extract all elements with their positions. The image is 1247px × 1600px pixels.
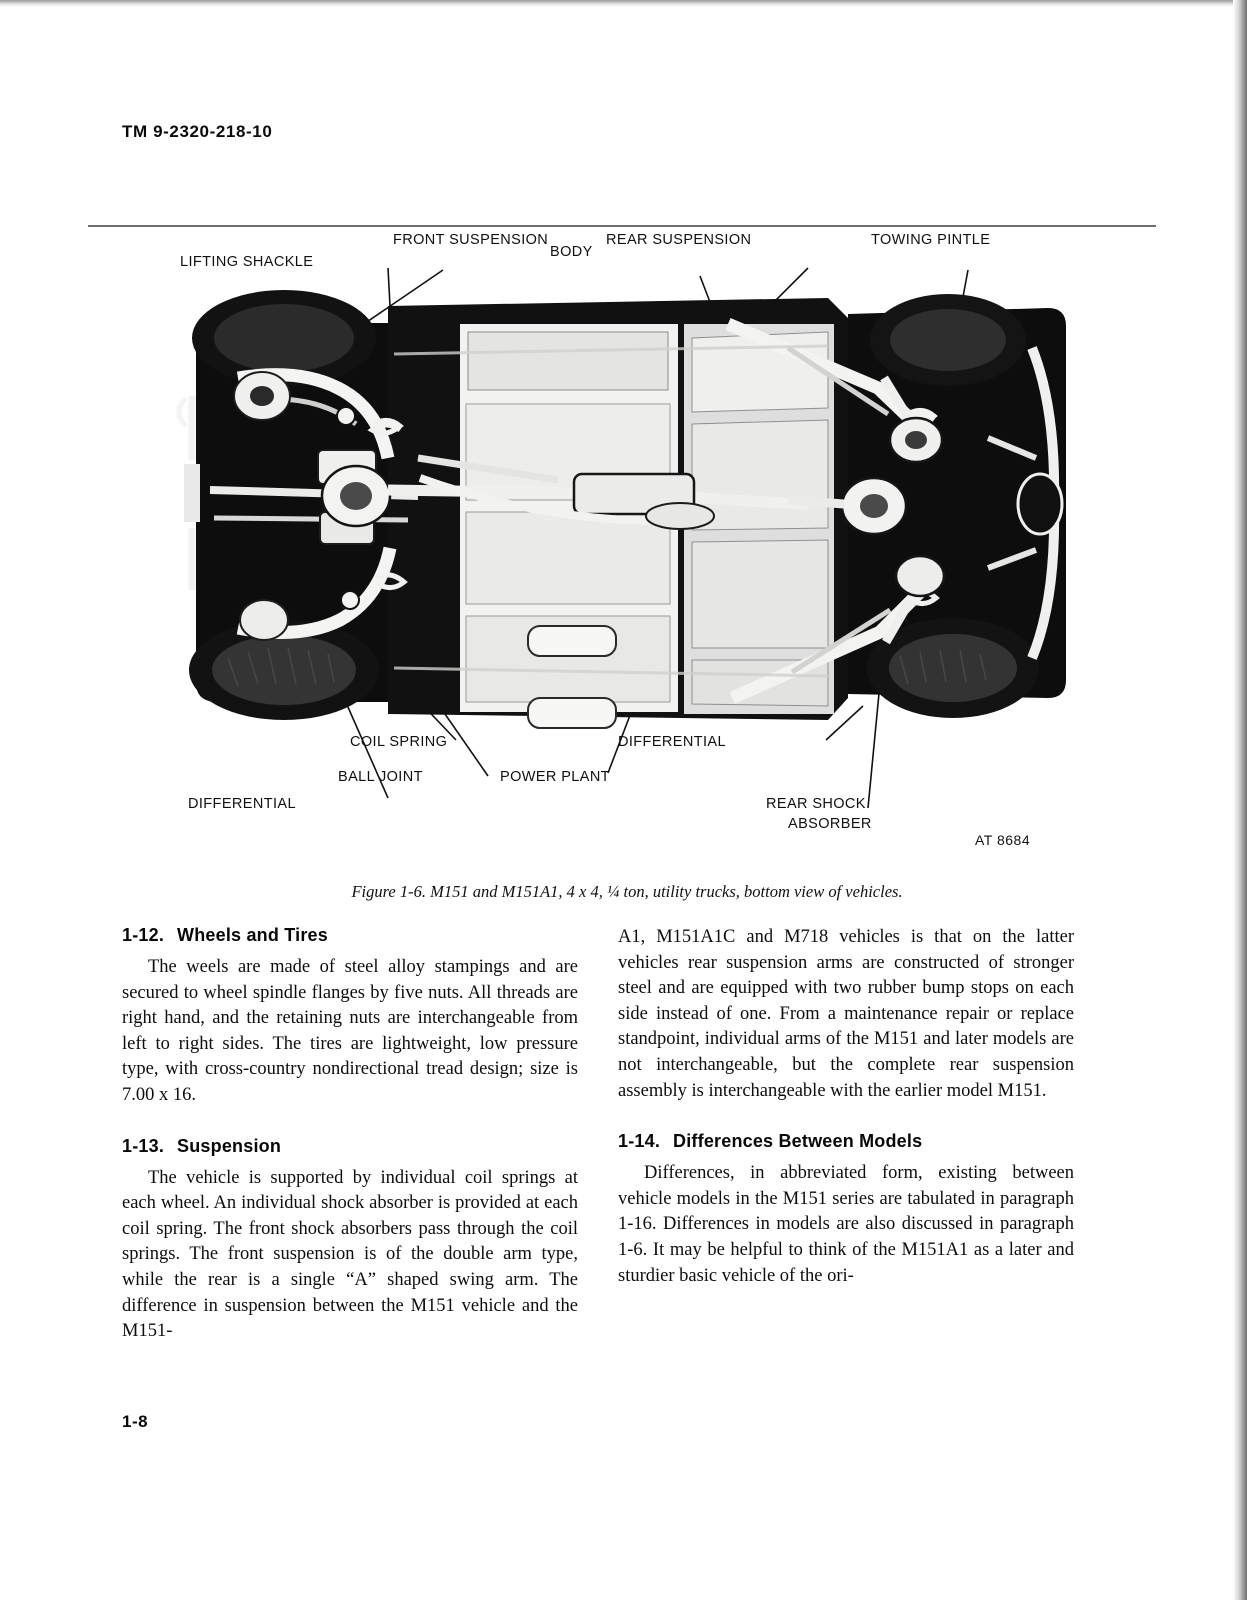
section-number: 1-12. <box>122 925 165 945</box>
label-differential-right: DIFFERENTIAL <box>618 734 726 750</box>
vehicle-photo <box>179 290 1066 728</box>
paragraph-suspension-part1: The vehicle is supported by individual coil springs at each wheel. An individual shock absorber is provided at each coil spring. The front shock absorbers pass through the coil springs. The front suspension is of the double arm type, while the rear is a single “A” shaped swing arm. The difference in suspension between the M151 vehicle and the M151- <box>122 1167 578 1342</box>
body-columns <box>122 925 1074 1395</box>
label-ball-joint: BALL JOINT <box>338 769 423 785</box>
vehicle-bottom-view-illustration <box>88 228 1158 848</box>
label-rear-shock-absorber-line2: ABSORBER <box>788 816 872 832</box>
paragraph-differences-between-models: Differences, in abbreviated form, existing between vehicle models in the M151 series are tabulated in paragraph 1-16. Differences in models are also discussed in paragraph 1-6. It may be helpful to think of the M151A1 as a later and sturdier basic vehicle of the ori- <box>618 1163 1074 1286</box>
section-title: Differences Between Models <box>673 1131 923 1152</box>
section-number: 1-14. <box>618 1131 661 1152</box>
label-rear-suspension: REAR SUSPENSION <box>606 232 752 248</box>
figure-top-rule <box>88 225 1156 227</box>
figure-1-6 <box>88 228 1158 848</box>
paragraph-suspension-part2: A1, M151A1C and M718 vehicles is that on the latter vehicles rear suspension arms are constructed of stronger steel and are equipped with two rubber bump stops on each side instead of one. From a maintenance repair or replace standpoint, individual arms of the M151 and later models are not interchangeable, but the complete rear suspension assembly is interchangeable with the earlier model M151. <box>618 927 1074 1101</box>
label-lifting-shackle: LIFTING SHACKLE <box>180 254 314 270</box>
label-front-suspension: FRONT SUSPENSION <box>393 232 549 248</box>
section-heading-1-13 <box>122 1136 578 1157</box>
label-coil-spring: COIL SPRING <box>350 734 448 750</box>
label-body: BODY <box>550 244 593 260</box>
section-number: 1-13. <box>122 1135 165 1156</box>
figure-caption: Figure 1-6. M151 and M151A1, 4 x 4, ¼ ton, utility trucks, bottom view of vehicles. <box>351 882 903 901</box>
column-right <box>618 925 1074 1289</box>
label-differential-left: DIFFERENTIAL <box>188 796 296 812</box>
section-title: Suspension <box>177 1135 282 1156</box>
front-differential <box>322 466 390 526</box>
paragraph-wheels-and-tires: The weels are made of steel alloy stampings and are secured to wheel spindle flanges by five nuts. All threads are right hand, and the retaining nuts are interchangeable from left to right sides. The tires are lightweight, low pressure type, with cross-country nondirectional tread design; size is 7.00 x 16. <box>122 957 578 1105</box>
label-towing-pintle: TOWING PINTLE <box>871 232 991 248</box>
column-left <box>122 925 578 1345</box>
section-heading-1-12 <box>122 925 578 946</box>
manual-number-header: TM 9-2320-218-10 <box>122 122 273 141</box>
scan-edge-right <box>1233 0 1247 1600</box>
label-rear-shock-absorber-line1: REAR SHOCK <box>766 796 866 812</box>
section-heading-1-14 <box>618 1131 1074 1152</box>
figure-art-number: AT 8684 <box>975 832 1031 848</box>
label-power-plant: POWER PLANT <box>500 769 610 785</box>
floor-pan <box>460 324 834 728</box>
section-title: Wheels and Tires <box>177 925 328 945</box>
scan-edge-top <box>0 0 1247 7</box>
page-number: 1-8 <box>122 1412 149 1431</box>
